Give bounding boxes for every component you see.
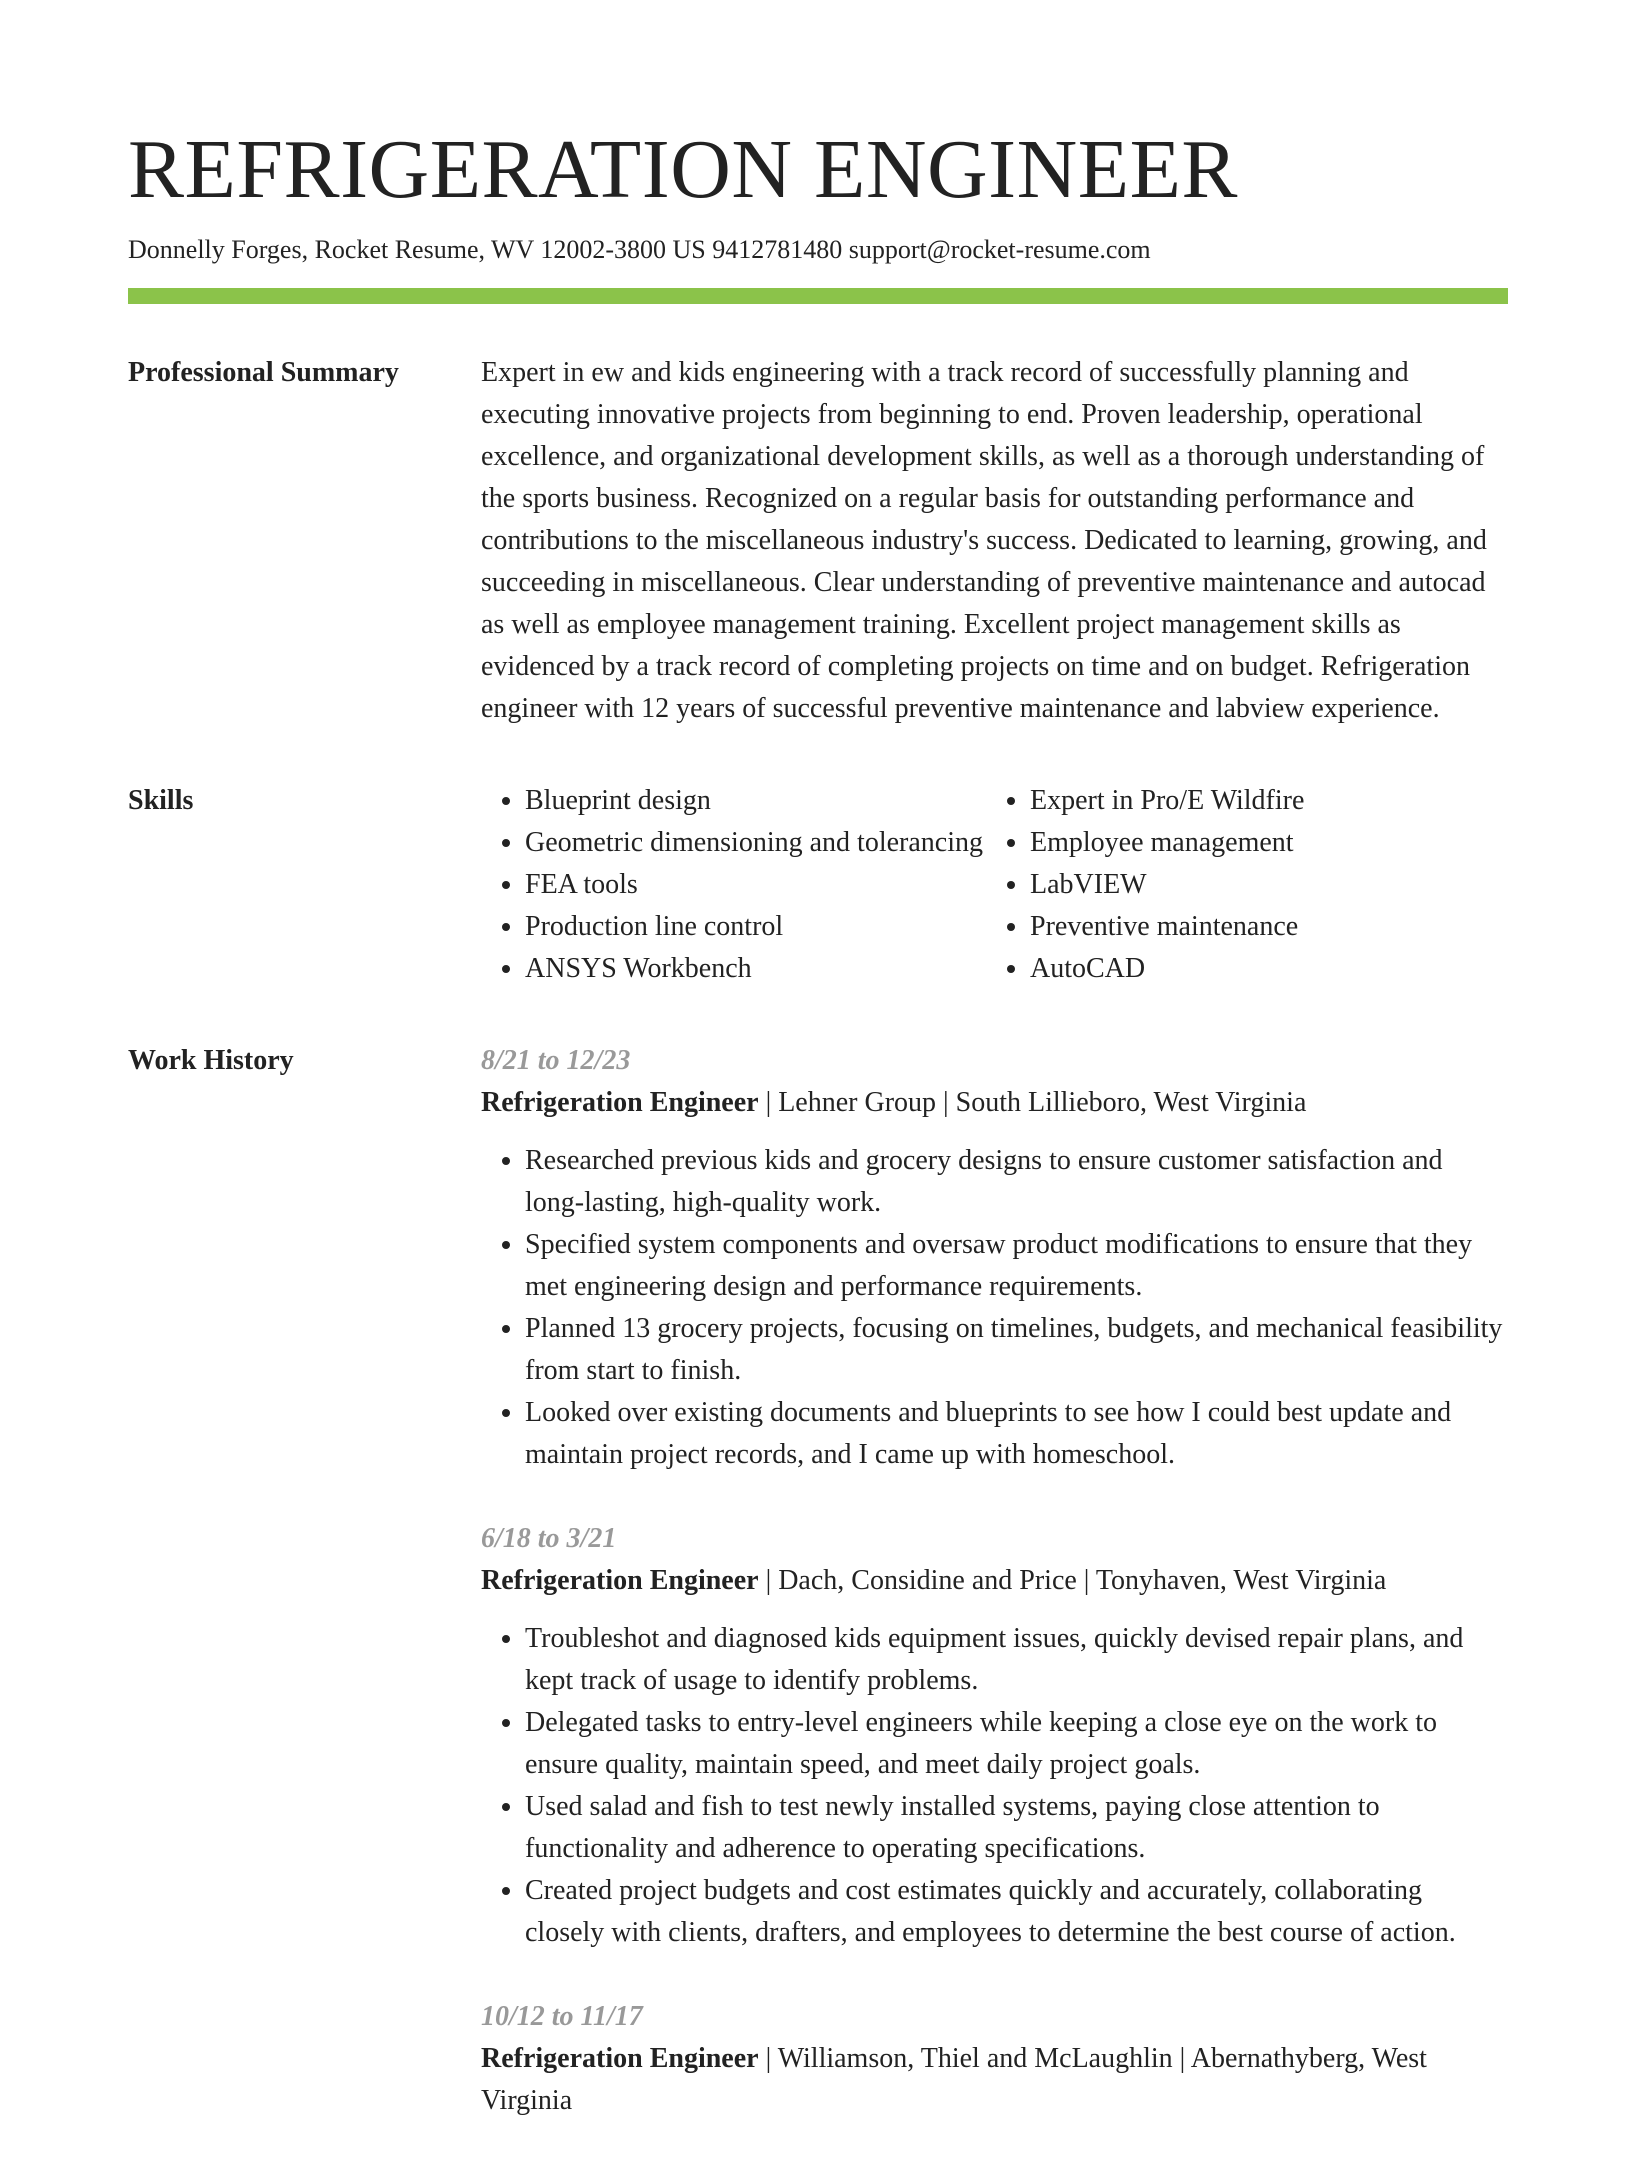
section-label: Skills <box>128 785 194 816</box>
work-history-section <box>128 1040 1508 2164</box>
separator: | <box>936 1087 956 1118</box>
job-heading <box>481 1082 1508 1124</box>
skill-item: • AutoCAD <box>1030 948 1508 990</box>
job-bullet: • Looked over existing documents and blueprints to see how I could best update and maintain project records, and I came up with homeschool. <box>525 1392 1508 1476</box>
separator: | <box>758 2043 778 2074</box>
separator: | <box>758 1565 779 1596</box>
job-dates: 8/21 to 12/23 <box>481 1045 631 1076</box>
job-company: Williamson, Thiel and McLaughlin <box>777 2043 1173 2074</box>
skill-item: • LabVIEW <box>1030 864 1508 906</box>
job-title: Refrigeration Engineer <box>481 1565 759 1596</box>
skill-item: • Geometric dimensioning and tolerancing <box>525 822 986 864</box>
job-entry <box>481 1996 1508 2122</box>
skills-list-right <box>986 780 1508 990</box>
job-heading <box>481 1560 1508 1602</box>
work-history-body <box>481 1040 1508 2164</box>
job-bullets <box>481 1140 1508 1476</box>
summary-text: Expert in ew and kids engineering with a track record of successfully planning and executing innovative projects from beginning to end. Proven leadership, operational excellence, and organizational development skills, as well as a thorough understanding of the sports business. Recognized on a regular basis for outstanding performance and contributions to the miscellaneous industry's success. Dedicated to learning, growing, and succeeding in miscellaneous. Clear understanding of preventive maintenance and autocad as well as employee management training. Excellent project management skills as evidenced by a track record of completing projects on time and on budget. Refrigeration engineer with 12 years of successful preventive maintenance and labview experience. <box>481 357 1487 724</box>
separator: | <box>1172 2043 1191 2074</box>
skill-item: • Blueprint design <box>525 780 986 822</box>
job-heading <box>481 2038 1508 2122</box>
job-bullet: • Used salad and fish to test newly installed systems, paying close attention to functionality and adherence to operating specifications. <box>525 1786 1508 1870</box>
job-company: Dach, Considine and Price <box>778 1565 1077 1596</box>
job-bullet: • Troubleshot and diagnosed kids equipment issues, quickly devised repair plans, and kept track of usage to identify problems. <box>525 1618 1508 1702</box>
job-location: Abernathyberg, West Virginia <box>481 2043 1427 2116</box>
job-title: Refrigeration Engineer <box>481 2043 759 2074</box>
job-bullet: • Planned 13 grocery projects, focusing on timelines, budgets, and mechanical feasibility from start to finish. <box>525 1308 1508 1392</box>
accent-divider <box>128 288 1508 304</box>
skills-section <box>128 780 1508 990</box>
job-title: Refrigeration Engineer <box>481 1087 759 1118</box>
professional-summary-section <box>128 352 1508 730</box>
skill-item: • FEA tools <box>525 864 986 906</box>
job-dates: 10/12 to 11/17 <box>481 2001 643 2032</box>
job-bullet: • Researched previous kids and grocery designs to ensure customer satisfaction and long-lasting, high-quality work. <box>525 1140 1508 1224</box>
summary-body <box>481 352 1508 730</box>
job-bullets <box>481 1618 1508 1954</box>
separator: | <box>758 1087 779 1118</box>
job-company: Lehner Group <box>778 1087 937 1118</box>
resume-page <box>128 120 1508 2164</box>
job-bullet: • Delegated tasks to entry-level engineers while keeping a close eye on the work to ensure quality, maintain speed, and meet daily project goals. <box>525 1702 1508 1786</box>
skill-item: • Employee management <box>1030 822 1508 864</box>
skills-list-left <box>481 780 986 990</box>
section-label: Work History <box>128 1045 294 1076</box>
contact-line: Donnelly Forges, Rocket Resume, WV 12002-3800 US 9412781480 support@rocket-resume.com <box>128 235 1151 264</box>
section-label: Professional Summary <box>128 357 399 388</box>
skill-item: • Expert in Pro/E Wildfire <box>1030 780 1508 822</box>
resume-title: REFRIGERATION ENGINEER <box>128 123 1238 216</box>
skill-item: • Preventive maintenance <box>1030 906 1508 948</box>
skill-item: • ANSYS Workbench <box>525 948 986 990</box>
skill-item: • Production line control <box>525 906 986 948</box>
job-location: South Lillieboro, West Virginia <box>955 1087 1307 1118</box>
job-dates: 6/18 to 3/21 <box>481 1523 617 1554</box>
job-location: Tonyhaven, West Virginia <box>1095 1565 1387 1596</box>
job-entry <box>481 1518 1508 1954</box>
job-entry <box>481 1040 1508 1476</box>
separator: | <box>1076 1565 1096 1596</box>
skills-grid <box>481 780 1508 990</box>
job-bullet: • Created project budgets and cost estimates quickly and accurately, collaborating closely with clients, drafters, and employees to determine the best course of action. <box>525 1870 1508 1954</box>
job-bullet: • Specified system components and oversaw product modifications to ensure that they met engineering design and performance requirements. <box>525 1224 1508 1308</box>
